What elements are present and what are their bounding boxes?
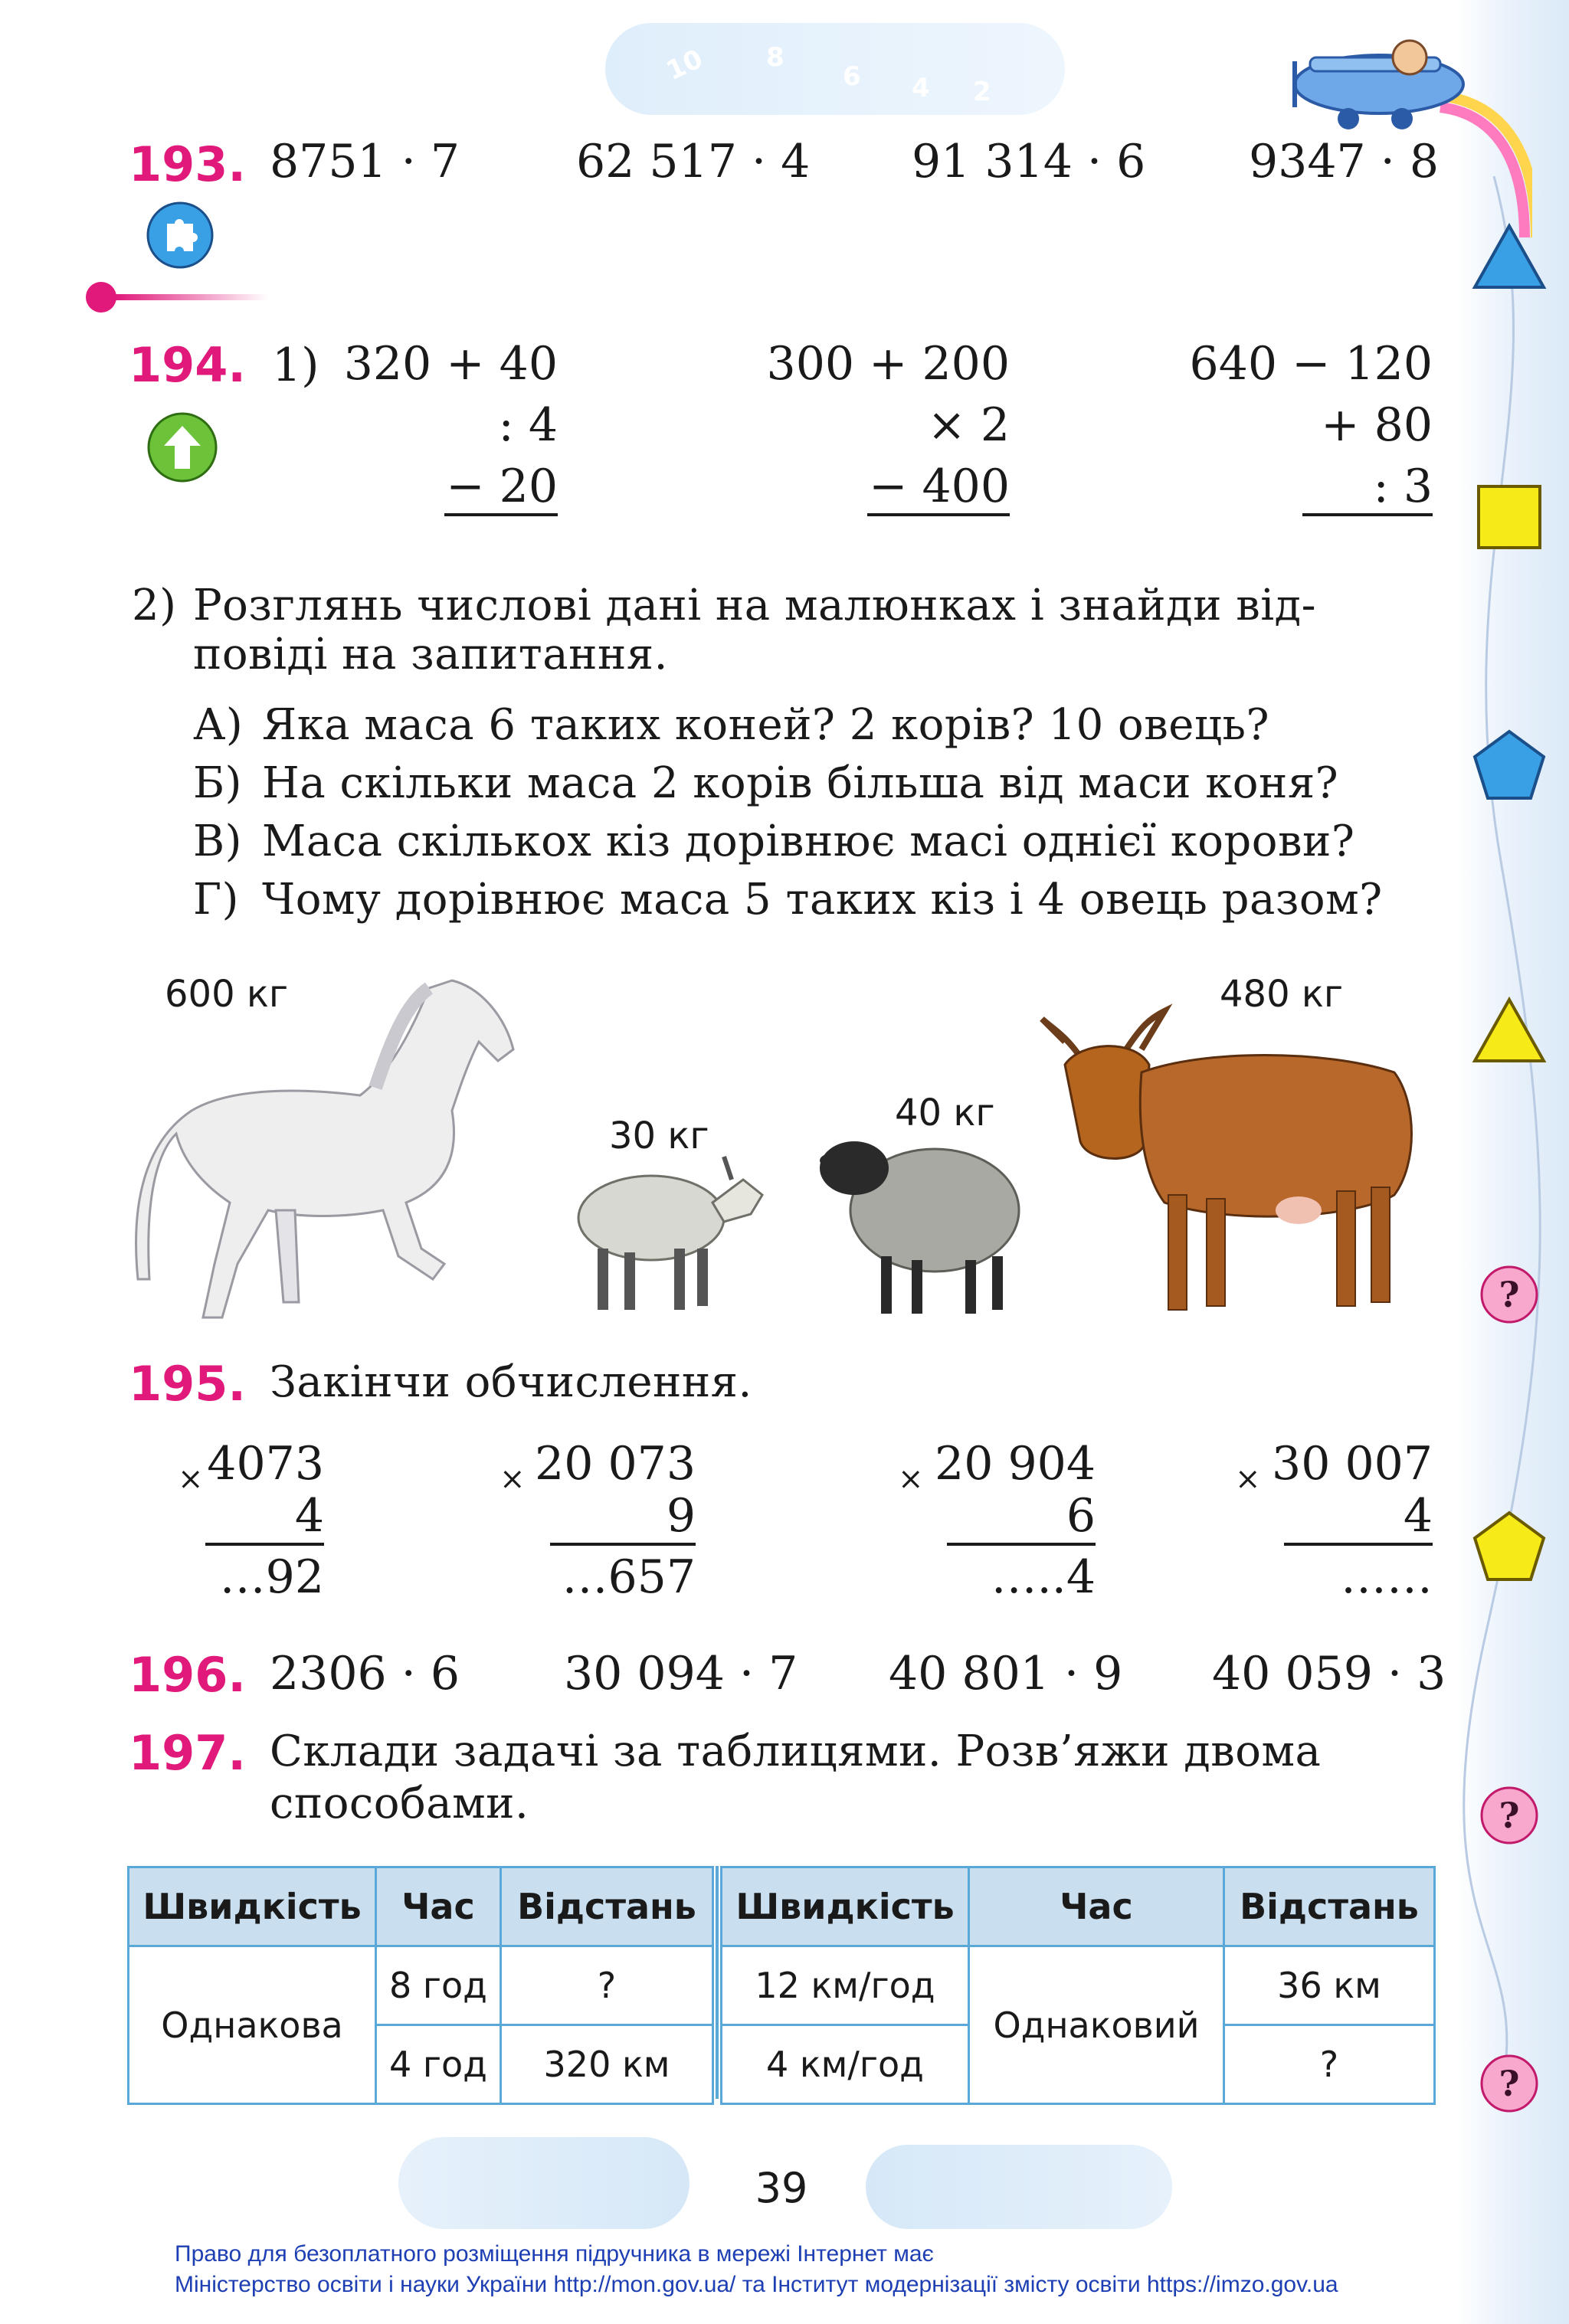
footer-line-2: Міністерство освіти і науки України http://mon.gov.ua/ та Інститут модернізації змісту освіти https://imzo.gov.ua bbox=[175, 2272, 1338, 2297]
puzzle-icon bbox=[146, 201, 215, 270]
question-b-letter: Б) bbox=[193, 758, 242, 808]
table-speed-1 bbox=[127, 1866, 714, 2105]
table-cell: 320 км bbox=[501, 2025, 713, 2104]
sheep-mass-label: 40 кг bbox=[895, 1092, 995, 1134]
col4-mult: 4 bbox=[1284, 1489, 1433, 1546]
horse-mass-label: 600 кг bbox=[165, 973, 289, 1016]
pentagon-icon bbox=[1471, 728, 1548, 804]
chain-2-start: 300 + 200 bbox=[766, 337, 1010, 391]
table-cell: 4 км/год bbox=[722, 2025, 969, 2104]
airplane-illustration bbox=[1256, 15, 1532, 245]
goat-image bbox=[567, 1134, 766, 1317]
col3-mult: 6 bbox=[947, 1489, 1096, 1546]
bottom-cloud-right bbox=[866, 2145, 1172, 2229]
question-b-text: На скільки маса 2 корів більша від маси коня? bbox=[262, 758, 1339, 808]
table-cell: 8 год bbox=[376, 1946, 501, 2025]
expr-193-2: 62 517 · 4 bbox=[576, 135, 811, 188]
chain-1-start: 320 + 40 bbox=[343, 337, 558, 391]
exercise-number-197: 197. bbox=[129, 1725, 246, 1781]
multiply-sign: × bbox=[178, 1462, 204, 1497]
exercise-number-194: 194. bbox=[129, 337, 246, 393]
exercise-number-195: 195. bbox=[129, 1356, 246, 1412]
chain-2-step2: × 2 bbox=[927, 398, 1010, 452]
table-header: Відстань bbox=[1224, 1867, 1435, 1946]
table-cell-merged: Однакова bbox=[129, 1946, 376, 2104]
col1-result: …92 bbox=[219, 1550, 324, 1604]
col1-top: 4073 bbox=[207, 1437, 324, 1491]
expr-196-3: 40 801 · 9 bbox=[889, 1647, 1123, 1700]
goat-mass-label: 30 кг bbox=[609, 1115, 709, 1157]
table-row bbox=[722, 1946, 1435, 2025]
part2-label: 2) bbox=[132, 581, 177, 630]
exercise-number-193: 193. bbox=[129, 136, 246, 192]
ex197-line-2: способами. bbox=[270, 1779, 529, 1828]
question-d-text: Чому дорівнює маса 5 таких кіз і 4 овець разом? bbox=[262, 875, 1383, 925]
question-a-text: Яка маса 6 таких коней? 2 корів? 10 овець? bbox=[262, 700, 1269, 750]
table-row bbox=[129, 1946, 713, 2025]
col4-top: 30 007 bbox=[1272, 1437, 1433, 1491]
chain-3-start: 640 − 120 bbox=[1189, 337, 1433, 391]
horse-image bbox=[130, 957, 529, 1325]
col3-top: 20 904 bbox=[935, 1437, 1096, 1491]
square-icon bbox=[1475, 483, 1544, 552]
multiply-sign: × bbox=[500, 1462, 526, 1497]
question-icon bbox=[1479, 2053, 1540, 2114]
col2-mult: 9 bbox=[550, 1489, 696, 1546]
expr-193-3: 91 314 · 6 bbox=[912, 135, 1146, 188]
section-divider bbox=[86, 282, 116, 313]
svg-text:?: ? bbox=[1499, 1274, 1520, 1315]
page-number: 39 bbox=[755, 2164, 808, 2212]
table-header: Час bbox=[969, 1867, 1224, 1946]
expr-193-1: 8751 · 7 bbox=[270, 135, 460, 188]
expr-196-2: 30 094 · 7 bbox=[564, 1647, 798, 1700]
ex197-line-1: Склади задачі за таблицями. Розв’яжи двома bbox=[270, 1727, 1322, 1776]
expr-196-4: 40 059 · 3 bbox=[1212, 1647, 1446, 1700]
chain-3-step2: + 80 bbox=[1321, 398, 1433, 452]
question-icon bbox=[1479, 1264, 1540, 1325]
bottom-cloud-left bbox=[398, 2137, 690, 2229]
question-c-text: Маса скількох кіз дорівнює масі однієї корови? bbox=[262, 817, 1355, 866]
part2-line-1: Розглянь числові дані на малюнках і знайди від- bbox=[193, 581, 1317, 630]
table-cell-merged: Однаковий bbox=[969, 1946, 1224, 2104]
table-cell: 36 км bbox=[1224, 1946, 1435, 2025]
cow-mass-label: 480 кг bbox=[1220, 973, 1344, 1016]
table-speed-2 bbox=[720, 1866, 1436, 2105]
col4-result: …… bbox=[1341, 1550, 1433, 1604]
triangle-yellow-icon bbox=[1471, 996, 1548, 1065]
table-header: Швидкість bbox=[129, 1867, 376, 1946]
table-cell: 12 км/год bbox=[722, 1946, 969, 2025]
col3-result: …..4 bbox=[991, 1550, 1096, 1604]
exercise-number-196: 196. bbox=[129, 1647, 246, 1703]
table-cell: ? bbox=[501, 1946, 713, 2025]
col2-top: 20 073 bbox=[535, 1437, 696, 1491]
col2-result: …657 bbox=[562, 1550, 696, 1604]
svg-text:?: ? bbox=[1499, 1795, 1520, 1836]
chain-3-step3: : 3 bbox=[1302, 460, 1433, 516]
svg-text:?: ? bbox=[1499, 2063, 1520, 2104]
chain-1-step3: − 20 bbox=[444, 460, 558, 516]
arrow-up-icon bbox=[146, 411, 219, 484]
ex195-title: Закінчи обчислення. bbox=[270, 1357, 752, 1407]
multiply-sign: × bbox=[898, 1462, 924, 1497]
chain-1-step2: : 4 bbox=[498, 398, 558, 452]
table-header: Відстань bbox=[501, 1867, 713, 1946]
question-icon bbox=[1479, 1785, 1540, 1846]
cow-image bbox=[1034, 996, 1425, 1317]
footer-line-1: Право для безоплатного розміщення підручника в мережі Інтернет має bbox=[175, 2241, 934, 2267]
section-divider-line bbox=[115, 294, 268, 300]
question-d-letter: Г) bbox=[193, 875, 239, 925]
pentagon-yellow-icon bbox=[1471, 1509, 1548, 1586]
table-header: Час bbox=[376, 1867, 501, 1946]
expr-196-1: 2306 · 6 bbox=[270, 1647, 460, 1700]
table-cell: 4 год bbox=[376, 2025, 501, 2104]
multiply-sign: × bbox=[1235, 1462, 1261, 1497]
expr-193-4: 9347 · 8 bbox=[1249, 135, 1440, 188]
chain-2-step3: − 400 bbox=[867, 460, 1010, 516]
question-c-letter: В) bbox=[193, 817, 242, 866]
table-separator bbox=[716, 1866, 719, 2099]
part1-label: 1) bbox=[272, 339, 319, 392]
part2-line-2: повіді на запитання. bbox=[193, 630, 668, 679]
col1-mult: 4 bbox=[205, 1489, 324, 1546]
table-header: Швидкість bbox=[722, 1867, 969, 1946]
table-cell: ? bbox=[1224, 2025, 1435, 2104]
sheep-image bbox=[812, 1111, 1027, 1317]
question-a-letter: А) bbox=[193, 700, 244, 750]
